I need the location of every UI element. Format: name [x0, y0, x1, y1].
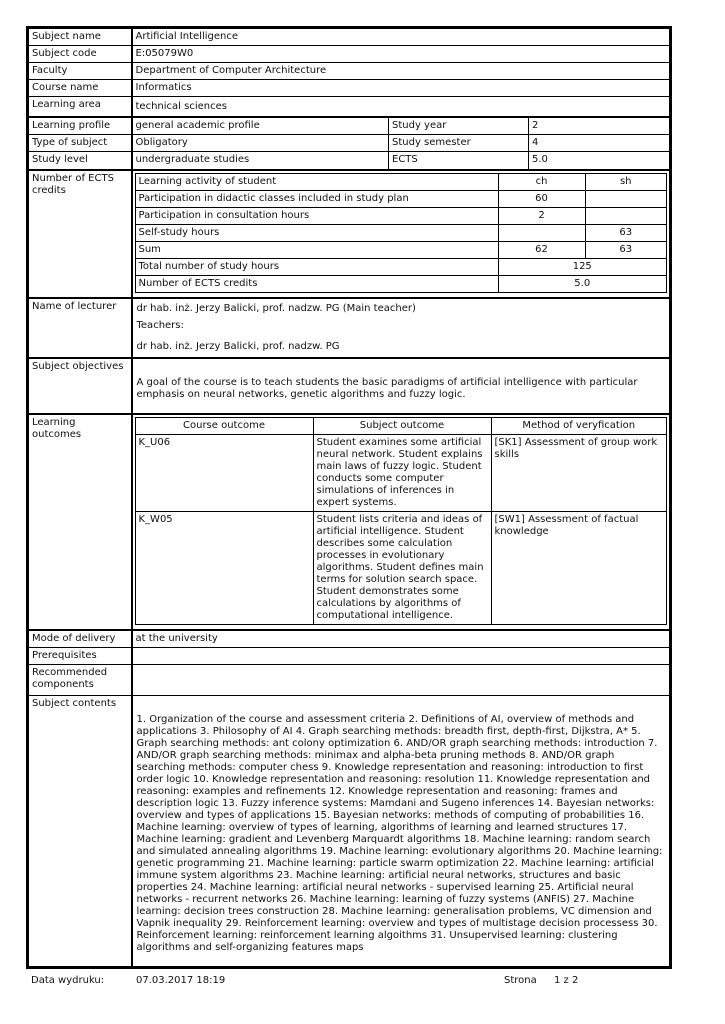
outcomes-label: Learning outcomes	[29, 414, 132, 630]
outcomes-header-subject: Subject outcome	[313, 417, 491, 434]
ects-credits-value: 5.0	[498, 275, 667, 292]
ects-total-value: 125	[498, 258, 667, 275]
ects-row-ch: 62	[498, 241, 585, 258]
objectives-text: A goal of the course is to teach students the basic paradigms of artificial intelligence with particular emphasis on neural networks, genetic algorithms and fuzzy logic.	[136, 376, 638, 400]
type-of-subject-label: Type of subject	[29, 135, 131, 152]
delivery-value: at the university	[132, 630, 670, 648]
prerequisites-value	[132, 647, 670, 664]
subject-name-value: Artificial Intelligence	[132, 29, 670, 46]
syllabus-card	[26, 26, 672, 969]
outcomes-header-method: Method of veryfication	[491, 417, 667, 434]
page-number: 1 z 2	[554, 975, 579, 986]
ects-header-ch: ch	[498, 173, 585, 190]
syllabus-table	[28, 28, 670, 967]
study-year-value: 2	[529, 118, 670, 135]
study-semester-label: Study semester	[389, 135, 529, 152]
ects-total-label: Total number of study hours	[135, 258, 498, 275]
outcome-subject: Student examines some artificial neural network. Student explains main laws of fuzzy logic. Student conducts some computer simulations of inferences in expert systems.	[313, 434, 491, 511]
recommended-label: Recommended components	[29, 664, 132, 695]
learning-area-value: technical sciences	[132, 97, 670, 117]
faculty-label: Faculty	[29, 63, 132, 80]
ects-credits-row-label: Number of ECTS credits	[135, 275, 498, 292]
ects-header-activity: Learning activity of student	[135, 173, 498, 190]
ects-row-ch	[498, 224, 585, 241]
recommended-value	[132, 664, 670, 695]
course-name-label: Course name	[29, 80, 132, 97]
ects-row-sh: 63	[585, 224, 667, 241]
ects-table	[135, 173, 668, 293]
outcome-method: [SW1] Assessment of factual knowledge	[491, 511, 667, 624]
outcome-method: [SK1] Assessment of group work skills	[491, 434, 667, 511]
subject-code-label: Subject code	[29, 46, 132, 63]
ects-row-activity: Sum	[135, 241, 498, 258]
outcomes-header-course: Course outcome	[135, 417, 313, 434]
ects-row-sh: 63	[585, 241, 667, 258]
print-date-value: 07.03.2017 18:19	[136, 975, 226, 986]
learning-profile-value: general academic profile	[133, 118, 389, 135]
faculty-value: Department of Computer Architecture	[132, 63, 670, 80]
ects-row-sh	[585, 190, 667, 207]
ects-row-activity: Participation in didactic classes included in study plan	[135, 190, 498, 207]
outcome-subject: Student lists criteria and ideas of artificial intelligence. Student describes some calculation processes in evolutionary algorithms. Student defines main terms for solution search space. Student demonstrates some calculations by algorithms of computational intelligence.	[313, 511, 491, 624]
print-date-label: Data wydruku:	[31, 975, 105, 986]
delivery-label: Mode of delivery	[29, 630, 132, 648]
ects-row-sh	[585, 207, 667, 224]
ects-row-ch: 2	[498, 207, 585, 224]
ects-credits-label: Number of ECTS credits	[29, 170, 132, 298]
learning-area-label: Learning area	[29, 97, 132, 117]
outcome-course: K_U06	[135, 434, 313, 511]
study-year-label: Study year	[389, 118, 529, 135]
contents-text: 1. Organization of the course and assessment criteria 2. Definitions of AI, overview of methods and applications 3. Philosophy of AI 4. Graph searching methods: breadth first, depth-first, Dijkstra, A* 5. Graph searching methods: ant colony optimization 6. AND/OR graph searching methods: introduction 7. AND/OR graph searching methods: minimax and alpha-beta pruning methods 8. AND/OR graph searching methods: computer chess 9. Knowledge representation and reasoning: introduction to first order logic 10. Knowledge representation and reasoning: resolution 11. Knowledge representation and reasoning: examples and refinements 12. Knowledge representation and reasoning: frames and description logic 13. Fuzzy inference systems: Mamdani and Sugeno inferences 14. Bayesian networks: overview and types of applications 15. Bayesian networks: methods of computing of probabilities 16. Machine learning: overview of types of learning, algorithms of learning and learned structures 17. Machine learning: gradient and Levenberg Marquardt algorithms 18. Machine learning: random search and simulated annealing algorithms 19. Machine learning: evolutionary algorithms 20. Machine learning: genetic programming 21. Machine learning: particle swarm optimization 22. Machine learning: artificial immune system algorithms 23. Machine learning: artificial neural networks, structures and basic properties 24. Machine learning: artificial neural networks - supervised learning 25. Artificial neural networks - recurrent networks 26. Machine learning: learning of fuzzy systems (ANFIS) 27. Machine learning: decision trees construction 28. Machine learning: generalisation problems, VC dimension and Vapnik inequality 29. Reinforcement learning: overview and types of multistage decision processess 30. Reinforcement learning: reinforcement learning algoithms 31. Unsupervised learning: clustering algorithms and self-organizing features maps	[136, 713, 663, 953]
objectives-label: Subject objectives	[29, 358, 132, 414]
study-semester-value: 4	[529, 135, 670, 152]
contents-label: Subject contents	[29, 695, 132, 966]
teacher-name: dr hab. inż. Jerzy Balicki, prof. nadzw. PG	[136, 340, 340, 352]
study-level-value: undergraduate studies	[133, 152, 389, 169]
subject-code-value: E:05079W0	[132, 46, 670, 63]
study-info-table	[133, 118, 670, 169]
lecturer-label: Name of lecturer	[29, 298, 132, 358]
type-of-subject-value: Obligatory	[133, 135, 389, 152]
outcome-course: K_W05	[135, 511, 313, 624]
subject-name-label: Subject name	[29, 29, 132, 46]
learning-profile-label: Learning profile	[29, 118, 131, 135]
ects-row-activity: Participation in consultation hours	[135, 207, 498, 224]
page-label: Strona	[504, 975, 537, 986]
course-name-value: Informatics	[132, 80, 670, 97]
main-teacher: dr hab. inż. Jerzy Balicki, prof. nadzw. PG (Main teacher)	[136, 302, 416, 314]
ects-label: ECTS	[389, 152, 529, 169]
prerequisites-label: Prerequisites	[29, 647, 132, 664]
ects-row-ch: 60	[498, 190, 585, 207]
ects-value: 5.0	[529, 152, 670, 169]
teachers-label: Teachers:	[136, 319, 184, 331]
ects-header-sh: sh	[585, 173, 667, 190]
study-level-label: Study level	[32, 153, 88, 165]
ects-row-activity: Self-study hours	[135, 224, 498, 241]
outcomes-table	[135, 417, 668, 625]
